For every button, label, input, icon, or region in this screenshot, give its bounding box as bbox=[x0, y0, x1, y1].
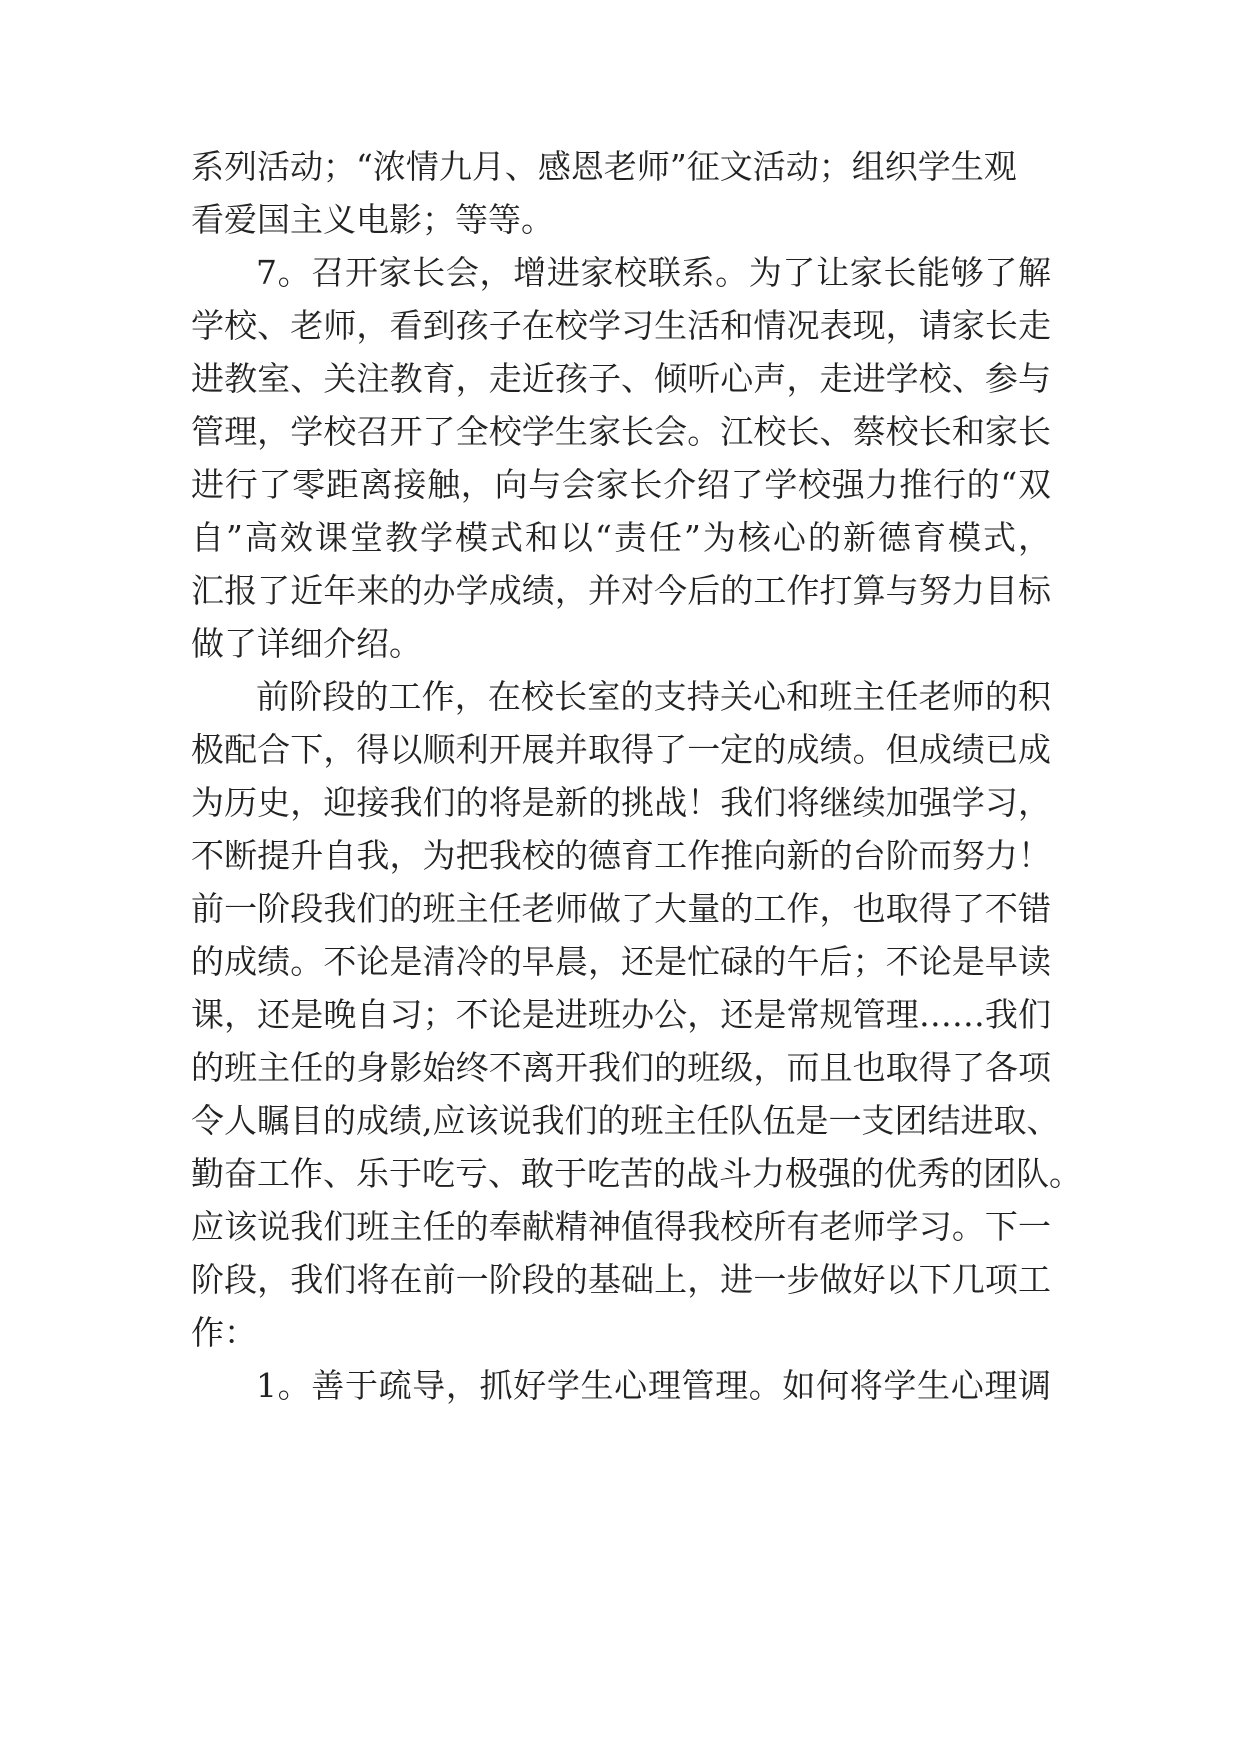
text-line-20: 勤奋工作、乐于吃亏、敢于吃苦的战斗力极强的优秀的团队。 bbox=[191, 1154, 1082, 1193]
text-line-22: 阶段，我们将在前一阶段的基础上，进一步做好以下几项工 bbox=[191, 1260, 1051, 1299]
text-line-4: 学校、老师，看到孩子在校学习生活和情况表现，请家长走 bbox=[191, 306, 1051, 345]
text-line-19: 令人瞩目的成绩,应该说我们的班主任队伍是一支团结进取、 bbox=[191, 1101, 1060, 1140]
text-line-1: 系列活动；“浓情九月、感恩老师”征文活动；组织学生观 bbox=[191, 147, 1017, 186]
text-line-7: 进行了零距离接触，向与会家长介绍了学校强力推行的“双 bbox=[191, 465, 1051, 504]
text-line-9: 汇报了近年来的办学成绩，并对今后的工作打算与努力目标 bbox=[191, 571, 1051, 610]
text-line-8: 自”高效课堂教学模式和以“责任”为核心的新德育模式， bbox=[191, 518, 1051, 557]
text-line-2: 看爱国主义电影；等等。 bbox=[191, 200, 554, 239]
text-line-24: 1。善于疏导，抓好学生心理管理。如何将学生心理调 bbox=[256, 1366, 1051, 1405]
text-line-13: 为历史，迎接我们的将是新的挑战！我们将继续加强学习， bbox=[191, 783, 1051, 822]
text-line-15: 前一阶段我们的班主任老师做了大量的工作，也取得了不错 bbox=[191, 889, 1051, 928]
text-line-12: 极配合下，得以顺利开展并取得了一定的成绩。但成绩已成 bbox=[191, 730, 1051, 769]
text-line-14: 不断提升自我，为把我校的德育工作推向新的台阶而努力！ bbox=[191, 836, 1051, 875]
text-line-16: 的成绩。不论是清冷的早晨，还是忙碌的午后；不论是早读 bbox=[191, 942, 1051, 981]
text-line-21: 应该说我们班主任的奉献精神值得我校所有老师学习。下一 bbox=[191, 1207, 1051, 1246]
text-line-5: 进教室、关注教育，走近孩子、倾听心声，走进学校、参与 bbox=[191, 359, 1051, 398]
text-line-23: 作： bbox=[191, 1313, 257, 1352]
text-line-18: 的班主任的身影始终不离开我们的班级，而且也取得了各项 bbox=[191, 1048, 1051, 1087]
text-line-3: 7。召开家长会，增进家校联系。为了让家长能够了解 bbox=[256, 253, 1051, 292]
text-line-6: 管理，学校召开了全校学生家长会。江校长、蔡校长和家长 bbox=[191, 412, 1051, 451]
text-line-11: 前阶段的工作，在校长室的支持关心和班主任老师的积 bbox=[256, 677, 1051, 716]
text-line-10: 做了详细介绍。 bbox=[191, 624, 422, 663]
text-line-17: 课，还是晚自习；不论是进班办公，还是常规管理……我们 bbox=[191, 995, 1051, 1034]
